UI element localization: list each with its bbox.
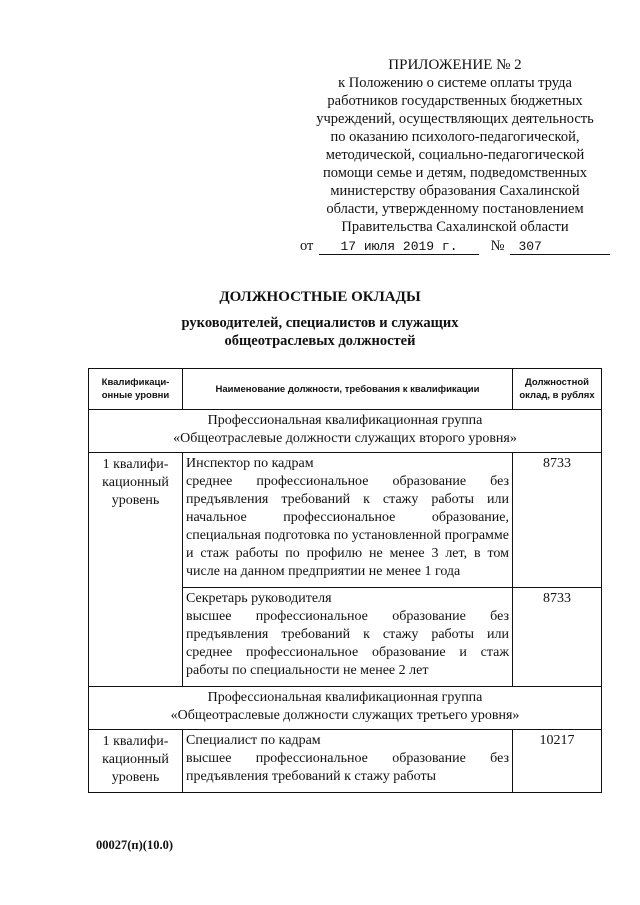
position-name: Специалист по кадрам xyxy=(186,733,321,748)
appendix-line: области, утвержденному постановлением xyxy=(326,201,584,217)
appendix-line: помощи семье и детям, подведомственных xyxy=(322,165,588,181)
number-prefix: № xyxy=(490,238,505,254)
resolution-date: 17 июля 2019 г. xyxy=(319,239,478,255)
table-header-row xyxy=(89,369,602,410)
appendix-line: методической, социально-педагогической xyxy=(325,147,585,163)
appendix-line: Правительства Сахалинской области xyxy=(341,219,569,235)
position-name: Секретарь руководителя xyxy=(186,591,332,606)
group-heading-line: Профессиональная квалификационная группа xyxy=(207,413,483,428)
subtitle-line: руководителей, специалистов и служащих xyxy=(181,315,459,331)
position-requirements: среднее профессиональное образование без предъявления требований к стажу работы или начальное профессиональное образование, специальная подготовка по установленной программе и стаж работы по профилю не менее 3 лет, в том числе на данном предприятии не менее 1 года xyxy=(186,474,509,579)
date-prefix: от xyxy=(300,238,314,254)
group-heading xyxy=(89,410,602,453)
qualification-level: 1 квалифи-кационный уровень xyxy=(89,453,183,687)
header-levels: Квалификаци-онные уровни xyxy=(89,369,183,410)
appendix-title: ПРИЛОЖЕНИЕ № 2 xyxy=(388,57,522,73)
subtitle-line: общеотраслевых должностей xyxy=(224,333,416,349)
qualification-level: 1 квалифи-кационный уровень xyxy=(89,730,183,793)
resolution-date-line xyxy=(300,237,610,255)
group-heading-line: «Общеотраслевые должности служащих третьего уровня» xyxy=(170,708,520,723)
group-row xyxy=(89,687,602,730)
appendix-line: учреждений, осуществляющих деятельность xyxy=(316,111,594,127)
resolution-number: 307 xyxy=(510,239,610,255)
position-cell xyxy=(183,453,513,588)
footer-code: 00027(п)(10.0) xyxy=(96,838,173,852)
document-title: ДОЛЖНОСТНЫЕ ОКЛАДЫ xyxy=(219,289,421,305)
position-cell xyxy=(183,588,513,687)
header-position: Наименование должности, требования к квалификации xyxy=(183,369,513,410)
position-name: Инспектор по кадрам xyxy=(186,456,314,471)
salary-value: 8733 xyxy=(513,588,602,687)
position-requirements: высшее профессиональное образование без предъявления требований к стажу работы или среднее профессиональное образование и стаж работы по специальности не менее 2 лет xyxy=(186,609,509,678)
salary-table xyxy=(88,368,602,793)
group-heading xyxy=(89,687,602,730)
header-salary: Должностной оклад, в рублях xyxy=(513,369,602,410)
salary-value: 10217 xyxy=(513,730,602,793)
appendix-line: к Положению о системе оплаты труда xyxy=(338,75,572,91)
group-row xyxy=(89,410,602,453)
appendix-line: работников государственных бюджетных xyxy=(327,93,583,109)
appendix-line: министерству образования Сахалинской xyxy=(330,183,580,199)
group-heading-line: «Общеотраслевые должности служащих второго уровня» xyxy=(173,431,517,446)
appendix-line: по оказанию психолого-педагогической, xyxy=(330,129,580,145)
appendix-block xyxy=(300,56,610,255)
document-subtitle xyxy=(0,314,640,350)
position-cell xyxy=(183,730,513,793)
position-requirements: высшее профессиональное образование без предъявления требований к стажу работы xyxy=(186,751,509,784)
salary-value: 8733 xyxy=(513,453,602,588)
group-heading-line: Профессиональная квалификационная группа xyxy=(207,690,483,705)
table-row xyxy=(89,453,602,588)
table-row xyxy=(89,730,602,793)
